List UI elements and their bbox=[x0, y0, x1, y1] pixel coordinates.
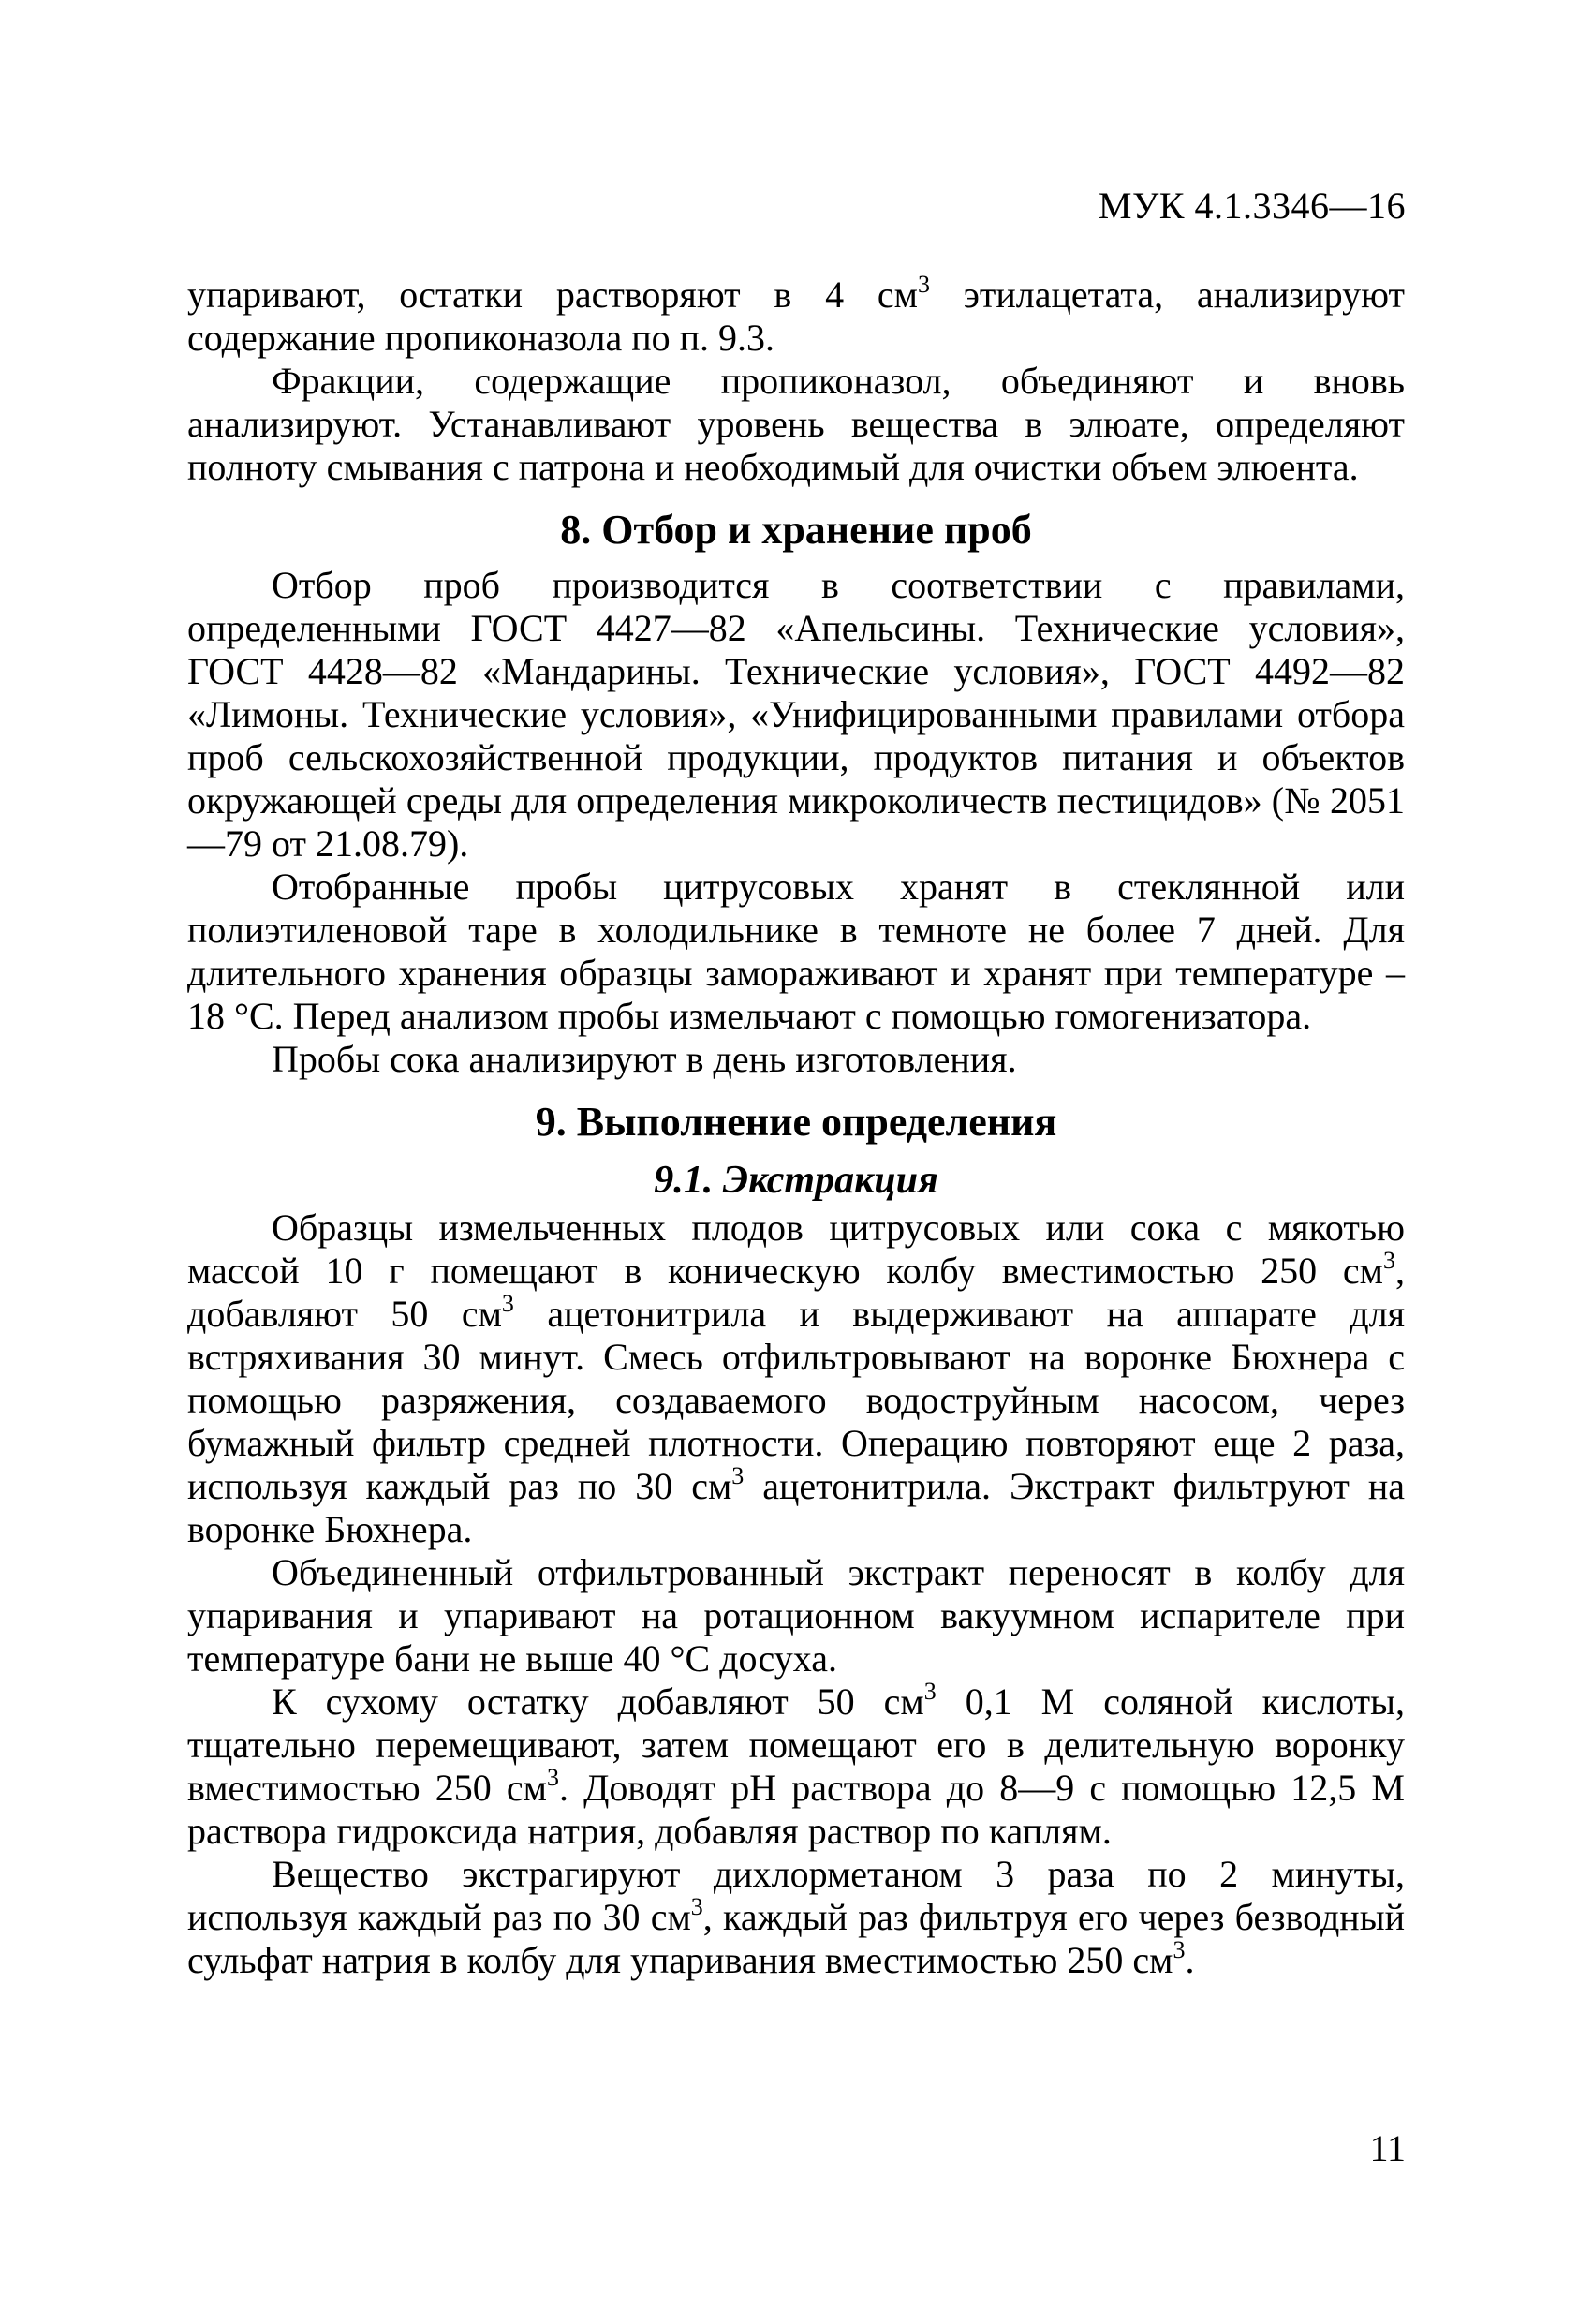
text-run: Образцы измельченных плодов цитрусовых или сока с мякотью массой 10 г помещают в коническую колбу вместимостью 250 см bbox=[187, 1206, 1405, 1292]
text-run: ацетонитрила и выдерживают на аппарате для встряхивания 30 минут. Смесь отфильтровывают на воронке Бюхнера с помощью разряжения, создаваемого водоструйным насосом, через бумажный фильтр средней плотности. Операцию повторяют еще 2 раза, используя каждый раз по 30 см bbox=[187, 1293, 1406, 1507]
superscript: 3 bbox=[501, 1290, 514, 1317]
text-run: . bbox=[1185, 1939, 1195, 1981]
page-number: 11 bbox=[1369, 2127, 1406, 2169]
paragraph-continuation bbox=[187, 271, 1405, 360]
text-run: 0,1 М соляной кислоты, тщательно перемещивают, затем помещают его в делительную воронку вместимостью 250 см bbox=[187, 1680, 1405, 1809]
text-run: . Доводят рН раствора до 8—9 с помощью 12,5 М раствора гидроксида натрия, добавляя раствор по каплям. bbox=[187, 1767, 1406, 1852]
paragraph-acid bbox=[187, 1680, 1405, 1853]
section-8-heading: 8. Отбор и хранение проб bbox=[560, 507, 1032, 553]
superscript: 3 bbox=[546, 1764, 559, 1791]
paragraph-juice: Пробы сока анализируют в день изготовления. bbox=[272, 1038, 1017, 1080]
superscript: 3 bbox=[917, 271, 930, 298]
superscript: 3 bbox=[731, 1462, 745, 1489]
page-content bbox=[187, 271, 1406, 1982]
subsection-9-1-heading: 9.1. Экстракция bbox=[654, 1159, 938, 1202]
text-run: этилацетата, анализируют содержание пропиконазола по п. 9.3. bbox=[187, 274, 1405, 359]
text-run: упаривают, остатки растворяют в 4 см bbox=[187, 274, 918, 316]
superscript: 3 bbox=[690, 1893, 703, 1920]
paragraph-dichloromethane bbox=[187, 1853, 1405, 1982]
paragraph-extraction bbox=[187, 1206, 1405, 1551]
text-run: , каждый раз фильтруя его через безводный сульфат натрия в колбу для упаривания вместимостью 250 см bbox=[187, 1896, 1405, 1981]
section-9-heading: 9. Выполнение определения bbox=[535, 1099, 1057, 1145]
paragraph-storage: Отобранные пробы цитрусовых хранят в стеклянной или полиэтиленовой таре в холодильнике в темноте не более 7 дней. Для длительного хранения образцы замораживают и хранят при температуре –18 °С. Перед анализом пробы измельчают с помощью гомогенизатора. bbox=[187, 866, 1405, 1037]
text-run: Вещество экстрагируют дихлорметаном 3 раза по 2 минуты, используя каждый раз по 30 см bbox=[187, 1853, 1405, 1938]
paragraph-sampling: Отбор проб производится в соответствии с правилами, определенными ГОСТ 4427—82 «Апельсины. Технические условия», ГОСТ 4428—82 «Мандарины. Технические условия», ГОСТ 4492—82 «Лимоны. Технические условия», «Унифицированными правилами отбора проб сельскохозяйственной продукции, продуктов питания и объектов окружающей среды для определения микроколичеств пестицидов» (№ 2051—79 от 21.08.79). bbox=[187, 564, 1405, 865]
paragraph-fractions: Фракции, содержащие пропиконазол, объединяют и вновь анализируют. Устанавливают уровень вещества в элюате, определяют полноту смывания с патрона и необходимый для очистки объем элюента. bbox=[187, 360, 1405, 488]
superscript: 3 bbox=[923, 1678, 937, 1705]
superscript: 3 bbox=[1173, 1936, 1186, 1963]
text-run: , добавляют 50 см bbox=[187, 1250, 1405, 1335]
text-run: ацетонитрила. Экстракт фильтруют на воронке Бюхнера. bbox=[187, 1465, 1406, 1550]
document-code: МУК 4.1.3346—16 bbox=[1098, 185, 1406, 227]
text-run: К сухому остатку добавляют 50 см bbox=[272, 1680, 924, 1723]
superscript: 3 bbox=[1383, 1247, 1395, 1274]
paragraph-evaporation: Объединенный отфильтрованный экстракт переносят в колбу для упаривания и упаривают на ротационном вакуумном испарителе при температуре бани не выше 40 °С досуха. bbox=[187, 1551, 1405, 1680]
